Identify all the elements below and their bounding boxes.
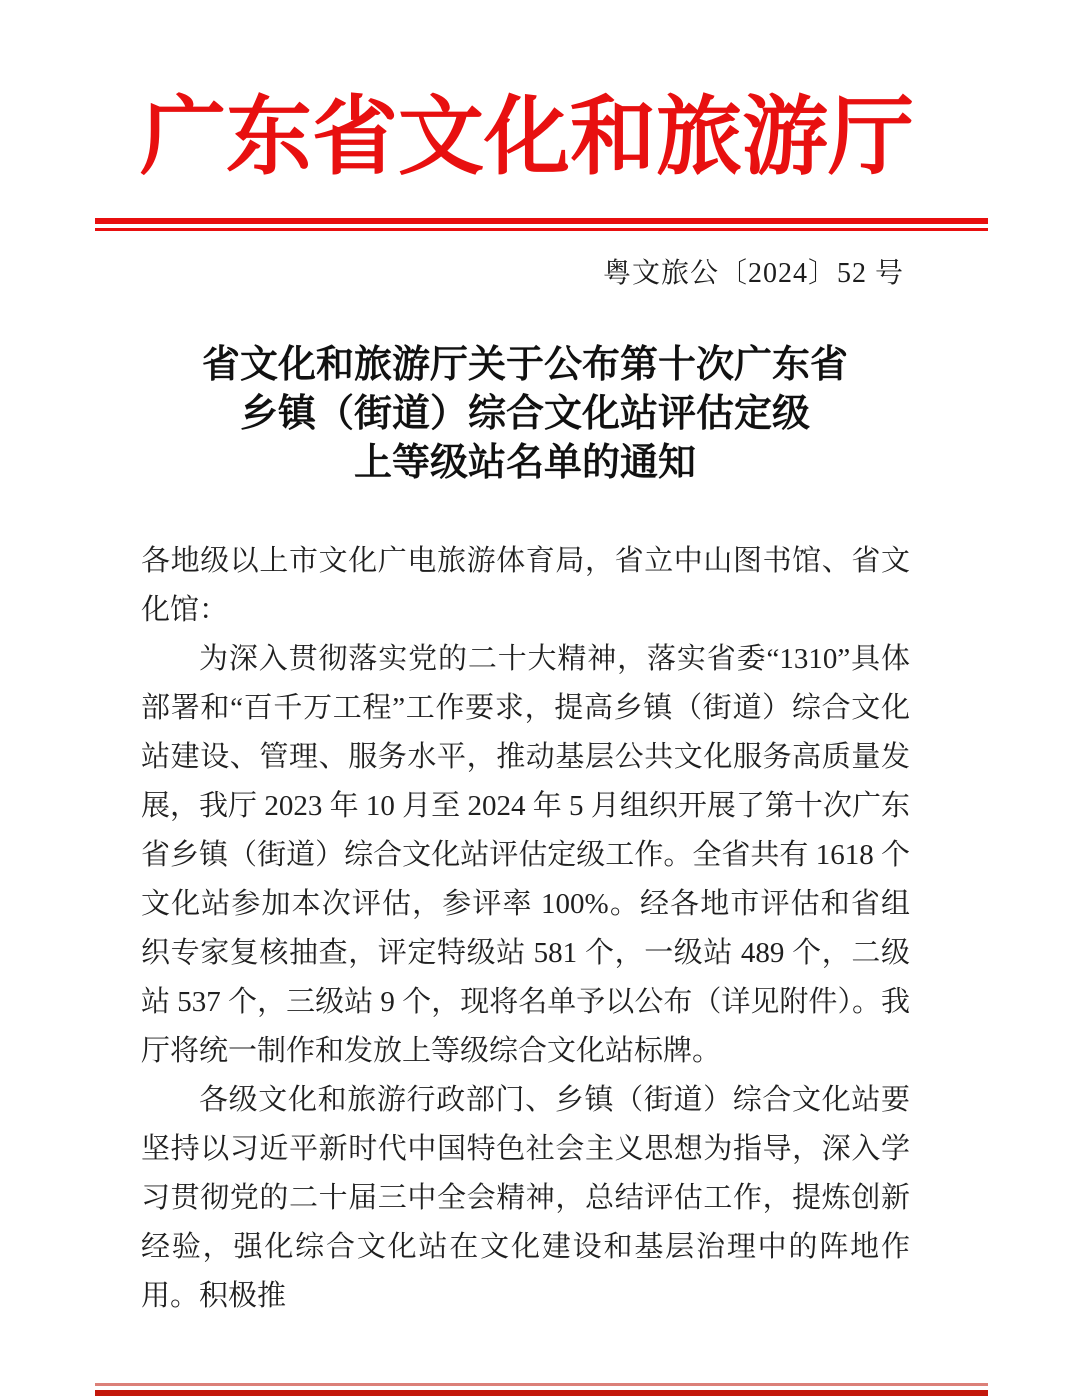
footer-rule-thin [95, 1383, 988, 1386]
letterhead-rule-thin [95, 228, 988, 231]
document-title-line2: 乡镇（街道）综合文化站评估定级 [239, 393, 810, 435]
footer-rule-thick [95, 1390, 988, 1396]
document-title-line3: 上等级站名单的通知 [353, 442, 696, 484]
document-title [140, 341, 910, 488]
document-body [141, 537, 910, 1321]
salutation-line: 各地级以上市文化广电旅游体育局，省立中山图书馆、省文化馆： [141, 545, 910, 626]
document-title-line1: 省文化和旅游厅关于公布第十次广东省 [201, 344, 848, 386]
document-reference-number: 粤文旅公〔2024〕52 号 [602, 258, 904, 289]
letterhead-rule-thick [95, 218, 988, 224]
body-paragraph-2: 各级文化和旅游行政部门、乡镇（街道）综合文化站要坚持以习近平新时代中国特色社会主义思想为指导，深入学习贯彻党的二十届三中全会精神，总结评估工作，提炼创新经验，强化综合文化站在文化建设和基层治理中的阵地作用。积极推 [141, 1084, 910, 1312]
agency-letterhead: 广东省文化和旅游厅 [140, 89, 914, 185]
body-paragraph-1: 为深入贯彻落实党的二十大精神，落实省委“1310”具体部署和“百千万工程”工作要求，提高乡镇（街道）综合文化站建设、管理、服务水平，推动基层公共文化服务高质量发展，我厅 2023 年 10 月至 2024 年 5 月组织开展了第十次广东省乡镇（街道）综合文化站评估定级工作。全省共有 1618 个文化站参加本次评估，参评率 100%。经各地市评估和省组织专家复核抽查，评定特级站 581 个，一级站 489 个，二级站 537 个，三级站 9 个，现将名单予以公布（详见附件）。我厅将统一制作和发放上等级综合文化站标牌。 [141, 643, 910, 1067]
